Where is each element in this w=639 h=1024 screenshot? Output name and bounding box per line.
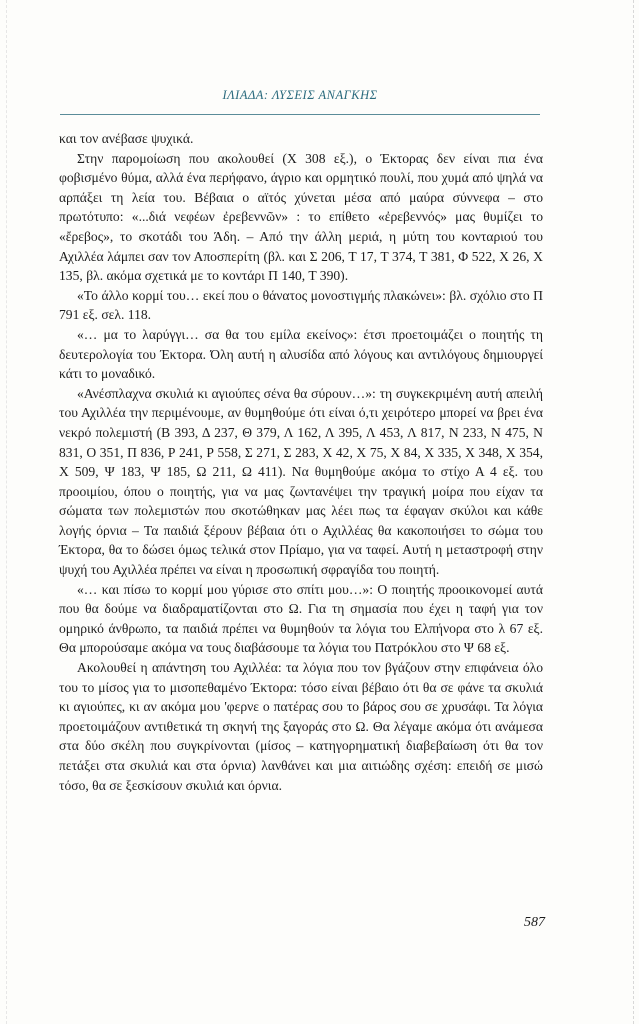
paragraph: Ακολουθεί η απάντηση του Αχιλλέα: τα λόγια που τον βγάζουν στην επιφάνεια όλο του το μίσος για το μισοπεθαμένο Έκτορα: τόσο είναι βέβαιο ότι θα σε φάνε τα σκυλιά κι αγιούπες, κι αν ακόμα μου 'φερνε ο πατέρας σου το βάρος σου σε χρυσάφι. Τα λόγια προετοιμάζουν αντιθετικά τη σκηνή της ξαγοράς στο Ω. Θα λέγαμε ακόμα ότι ανάμεσα στα δύο σκέλη που συγκρίνονται (μίσος – κατηγορηματική διαβεβαίωση ότι θα τον πετάξει στα σκυλιά και στα όρνια) λανθάνει και μια αιτιώδης σχέση: επειδή σε μισώ τόσο, θα σε ξεσκίσουν σκυλιά και όρνια. <box>59 660 543 793</box>
running-header: ΙΛΙΑΔΑ: ΛΥΣΕΙΣ ΑΝΑΓΚΗΣ <box>222 88 378 102</box>
page-edge-right <box>633 0 634 1024</box>
page-edge-left <box>6 0 7 1024</box>
paragraph: Στην παρομοίωση που ακολουθεί (Χ 308 εξ.), ο Έκτορας δεν είναι πια ένα φοβισμένο θύμα, αλλά ένα περήφανο, άγριο και ορμητικό πουλί, που χυμά από ψηλά να αρπάξει τη λεία του. Βέβαια ο αϊτός χύνεται μέσα από μαύρα σύννεφα – στο πρωτότυπο: «...διά νεφέων ἐρεβεννῶν» : το επίθετο «ἐρεβεννός» μας θυμίζει το «ἔρεβος», το σκοτάδι του Άδη. – Από την άλλη μεριά, η μύτη του κονταριού του Αχιλλέα λάμπει σαν τον Αποσπερίτη (βλ. και Σ 206, Τ 17, Τ 374, Τ 381, Φ 522, Χ 26, Χ 135, βλ. ακόμα σχετικά με το κοντάρι Π 140, Τ 390). <box>59 150 543 284</box>
page-number: 587 <box>524 915 545 930</box>
paragraph: «… και πίσω το κορμί μου γύρισε στο σπίτι μου…»: Ο ποιητής προοικονομεί αυτά που θα δούμε να διαδραματίζονται στο Ω. Για τη σημασία που έχει η ταφή για τον ομηρικό άνθρωπο, τα παιδιά πρέπει να θυμηθούν τα λόγια του Ελπήνορα στο λ 67 εξ. Θα μπορούσαμε ακόμα να τους διαβάσουμε τα λόγια του Πατρόκλου στο Ψ 68 εξ. <box>59 581 543 656</box>
paragraph-continuation: και τον ανέβασε ψυχικά. <box>59 131 194 146</box>
paragraph: «… μα το λαρύγγι… σα θα του εμίλα εκείνος»: έτσι προετοιμάζει ο ποιητής τη δευτερολογία του Έκτορα. Όλη αυτή η αλυσίδα από λόγους και αντιλόγους δημιουργεί κάτι το μοναδικό. <box>59 326 543 382</box>
paragraph: «Το άλλο κορμί του… εκεί που ο θάνατος μονοστιγμής πλακώνει»: βλ. σχόλιο στο Π 791 εξ. σελ. 118. <box>59 287 543 323</box>
header-rule <box>60 114 540 115</box>
body-text <box>59 129 543 795</box>
paragraph: «Ανέσπλαχνα σκυλιά κι αγιούπες σένα θα σύρουν…»: τη συγκεκριμένη αυτή απειλή του Αχιλλέα την περιμένουμε, αν θυμηθούμε ότι είναι ό,τι χειρότερο μπορεί να βρει ένα νεκρό πολεμιστή (Β 393, Δ 237, Θ 379, Λ 162, Λ 395, Λ 453, Λ 817, Ν 233, Ν 475, Ν 831, Ο 351, Π 836, Ρ 241, Ρ 558, Σ 271, Σ 283, Χ 42, Χ 75, Χ 84, Χ 335, Χ 348, Χ 354, Χ 509, Ψ 183, Ψ 185, Ω 211, Ω 411). Να θυμηθούμε ακόμα το στίχο Α 4 εξ. του προοιμίου, όπου ο ποιητής, για να μας ζωντανέψει την τραγική μοίρα που είχαν τα σώματα των πολεμιστών που σκοτώθηκαν μας λέει πως τα έφαγαν σκύλοι και κάθε λογής όρνια – Τα παιδιά ξέρουν βέβαια ότι ο Αχιλλέας θα κακοποιήσει το σώμα του Έκτορα, θα το δώσει όμως τελικά στον Πρίαμο, για να ταφεί. Αυτή η μεταστροφή στην ψυχή του Αχιλλέα πρέπει να είναι η προσωπική σφραγίδα του ποιητή. <box>59 385 543 578</box>
